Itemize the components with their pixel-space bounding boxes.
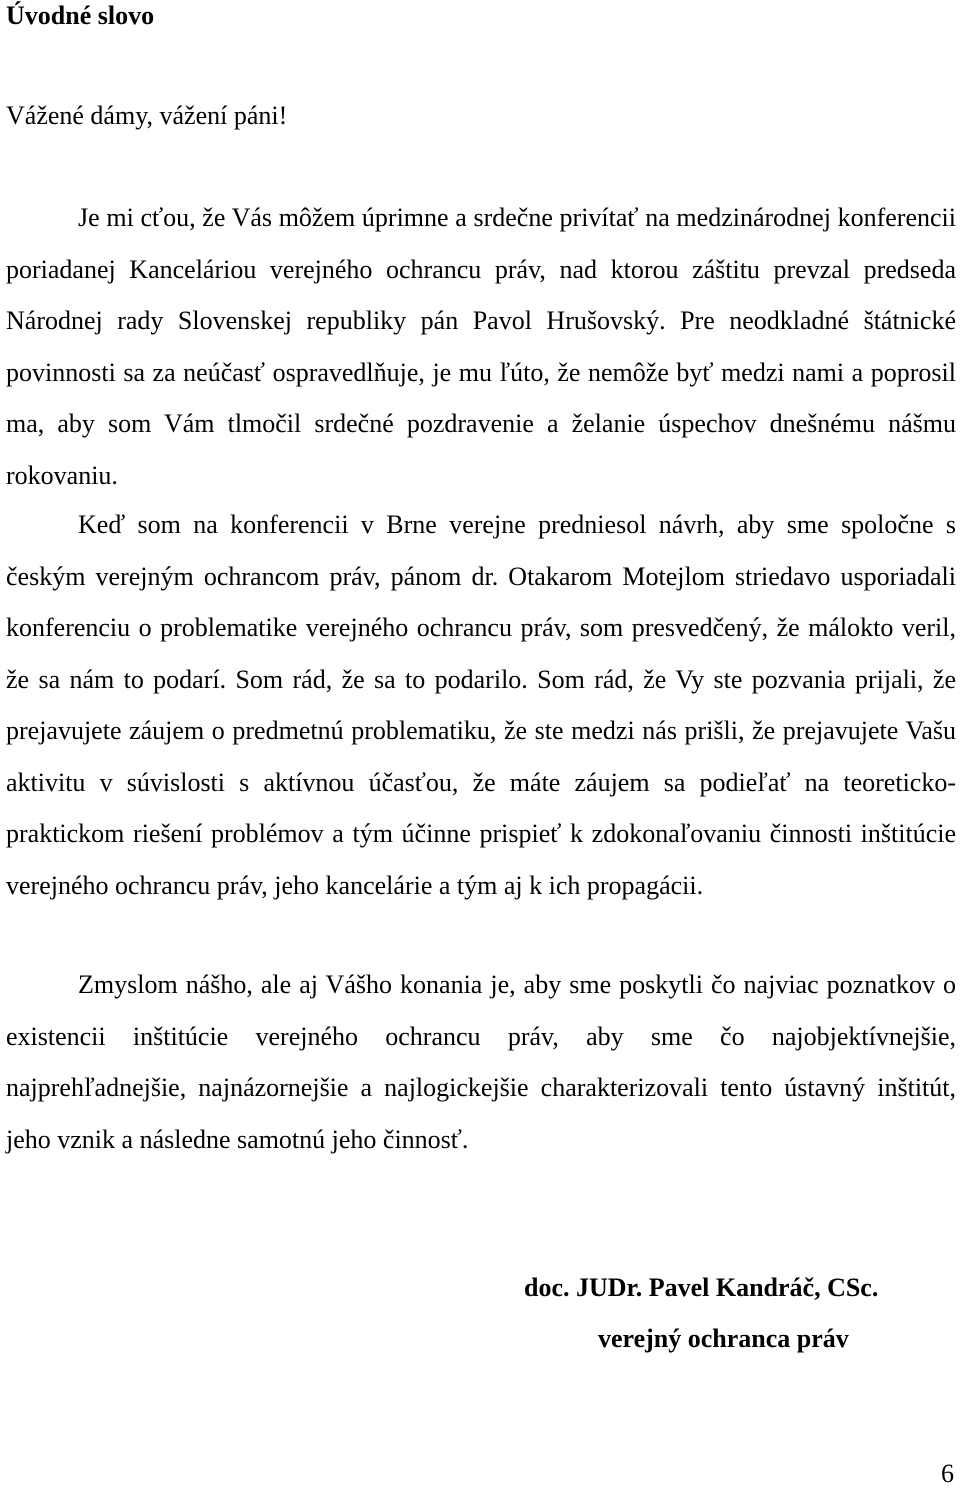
paragraph-conference: Keď som na konferencii v Brne verejne predniesol návrh, aby sme spoločne s českým verejným ochrancom práv, pánom dr. Otakarom Motejlom striedavo usporiadali konferenciu o problematike verejného ochrancu práv, som presvedčený, že málokto veril, že sa nám to podarí. Som rád, že sa to podarilo. Som rád, že Vy ste pozvania prijali, že prejavujete záujem o predmetnú problematiku, že ste medzi nás prišli, že prejavujete Vašu aktivitu v súvislosti s aktívnou účasťou, že máte záujem sa podieľať na teoreticko-praktickom riešení problémov a tým účinne prispieť k zdokonaľovaniu činnosti inštitúcie verejného ochrancu práv, jeho kancelárie a tým aj k ich propagácii.	[6, 510, 956, 900]
page-heading: Úvodné slovo	[6, 1, 155, 30]
paragraph-purpose: Zmyslom nášho, ale aj Vášho konania je, aby sme poskytli čo najviac poznatkov o existencii inštitúcie verejného ochrancu práv, aby sme čo najobjektívnejšie, najprehľadnejšie, najnázornejšie a najlogickejšie charakterizovali tento ústavný inštitút, jeho vznik a následne samotnú jeho činnosť.	[6, 970, 956, 1154]
paragraph-welcome: Je mi cťou, že Vás môžem úprimne a srdečne privítať na medzinárodnej konferencii poriadanej Kanceláriou verejného ochrancu práv, nad ktorou záštitu prevzal predseda Národnej rady Slovenskej republiky pán Pavol Hrušovský. Pre neodkladné štátnické povinnosti sa za neúčasť ospravedlňuje, je mu ľúto, že nemôže byť medzi nami a poprosil ma, aby som Vám tlmočil srdečné pozdravenie a želanie úspechov dnešnému nášmu rokovaniu.	[6, 203, 956, 490]
salutation: Vážené dámy, vážení páni!	[6, 101, 288, 130]
signature-title: verejný ochranca práv	[598, 1324, 849, 1353]
page-number: 6	[941, 1459, 954, 1488]
signature-name: doc. JUDr. Pavel Kandráč, CSc.	[524, 1273, 879, 1302]
